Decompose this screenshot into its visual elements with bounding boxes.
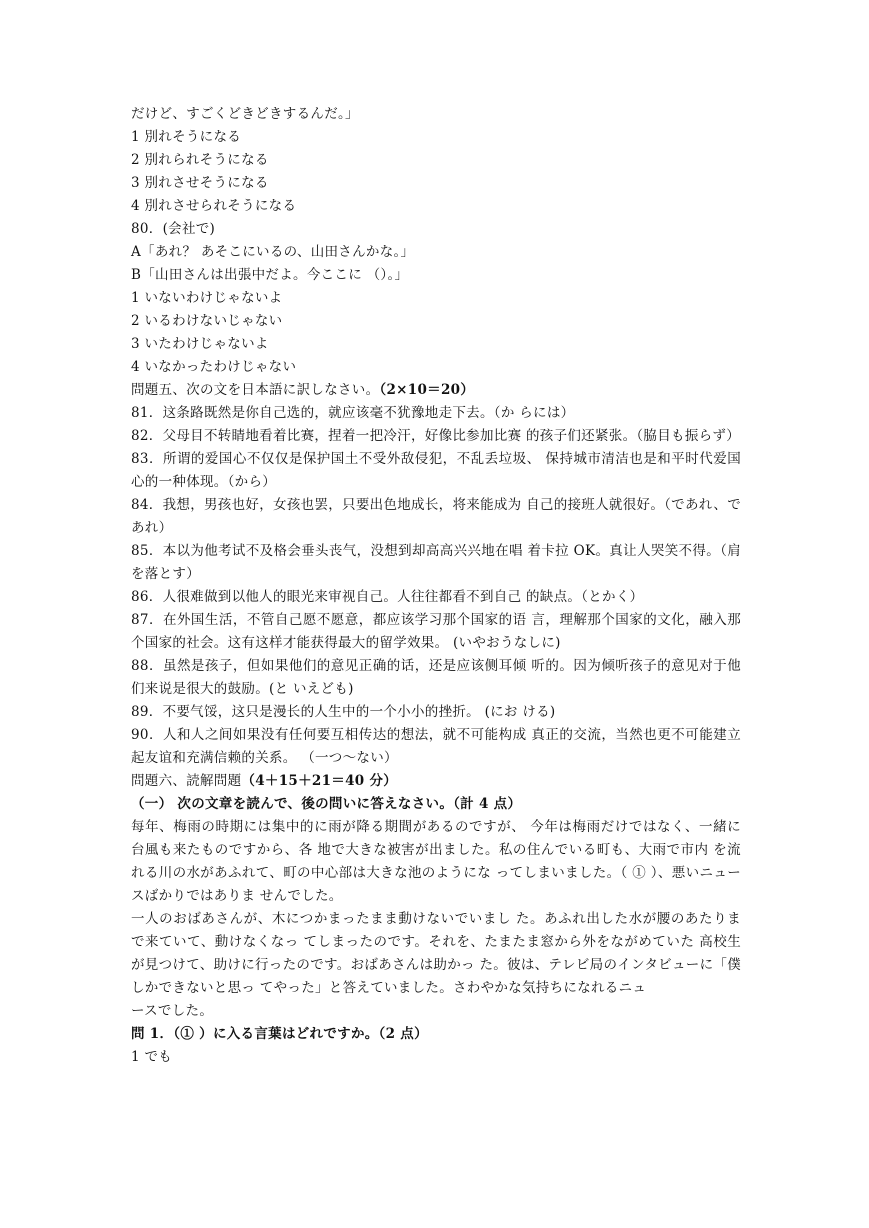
section-5-heading	[131, 379, 741, 402]
document-page	[131, 103, 741, 1069]
question-86: 86．人很难做到以他人的眼光来审视自己。人往往都看不到自己 的缺点。（とかく）	[131, 589, 644, 605]
reading-paragraph-1: 每年、梅雨の時期には集中的に雨が降る期間があるのですが、 今年は梅雨だけではなく、一緒に台風も来たものですから、各 地で大きな被害が出ました。私の住んでいる町も、大雨で市内 を流れる川の水があふれて、町の中心部は大きな池のようにな ってしまいました。（ ① ）、悪いニュースばかりではありま せんでした。	[131, 819, 741, 904]
question-1: 問 1．（① ）に入る言葉はどれですか。（2 点）	[131, 1026, 428, 1042]
reading-instruction: （一） 次の文章を読んで、後の問いに答えなさい。（計 4 点）	[131, 796, 522, 812]
question-81: 81．这条路既然是你自己选的，就应该毫不犹豫地走下去。（か らには）	[131, 405, 575, 421]
question-89: 89．不要气馁，这只是漫长的人生中的一个小小的挫折。 (にお ける)	[131, 704, 556, 720]
question-82: 82．父母目不转睛地看着比赛，捏着一把冷汗，好像比参加比赛 的孩子们还紧张。（脇目も振らず）	[131, 428, 741, 444]
option-4: 4 別れさせられそうになる	[131, 198, 297, 214]
section-6-title: 問題六、読解問題	[131, 773, 242, 789]
section-6-heading	[131, 770, 741, 793]
option-1: 1 でも	[131, 1049, 173, 1065]
dialogue-a: A「あれ？ あそこにいるの、山田さんかな。」	[131, 244, 415, 260]
option-1: 1 いないわけじゃないよ	[131, 290, 283, 306]
question-84: 84．我想，男孩也好，女孩也罢，只要出色地成长，将来能成为 自己的接班人就很好。（であれ、であれ）	[131, 497, 741, 536]
section-5-points: （2×10＝20）	[379, 382, 475, 398]
question-83: 83．所谓的爱国心不仅仅是保护国土不受外敌侵犯，不乱丢垃圾、 保持城市清洁也是和平时代爱国心的一种体现。（から）	[131, 451, 741, 490]
option-3: 3 別れさせそうになる	[131, 175, 269, 191]
option-3: 3 いたわけじゃないよ	[131, 336, 269, 352]
option-4: 4 いなかったわけじゃない	[131, 359, 297, 375]
section-5-title: 問題五、次の文を日本語に訳しなさい。	[131, 382, 380, 398]
option-2: 2 いるわけないじゃない	[131, 313, 283, 329]
text-line: だけど、すごくどきどきするんだ。」	[131, 106, 359, 122]
reading-paragraph-2: 一人のおばあさんが、木につかまったまま動けないでいまし た。あふれ出した水が腰のあたりまで来ていて、動けなくなっ てしまったのです。それを、たまたま窓から外をながめていた 高校生が見つけて、助けに行ったのです。おばあさんは助かっ た。彼は、テレビ局のインタビューに「僕しかできないと思っ てやった」と答えていました。さわやかな気持ちになれるニュ	[131, 911, 741, 996]
question-90: 90．人和人之间如果没有任何要互相传达的想法，就不可能构成 真正的交流，当然也更不可能建立起友谊和充满信赖的关系。 （一つ～ない）	[131, 727, 741, 766]
question-80: 80．(会社で)	[131, 221, 216, 237]
option-1: 1 別れそうになる	[131, 129, 242, 145]
section-6-points: （4＋15＋21＝40 分）	[241, 773, 398, 789]
question-87: 87．在外国生活，不管自己愿不愿意，都应该学习那个国家的语 言，理解那个国家的文化，融入那个国家的社会。这有这样才能获得最大的留学效果。 (いやおうなしに)	[131, 612, 741, 651]
question-85: 85．本以为他考试不及格会垂头丧气，没想到却高高兴兴地在唱 着卡拉 OK。真让人哭笑不得。（肩を落とす）	[131, 543, 741, 582]
dialogue-b: B「山田さんは出張中だよ。今ここに （）。」	[131, 267, 409, 283]
question-88: 88．虽然是孩子，但如果他们的意见正确的话，还是应该侧耳倾 听的。因为倾听孩子的意见对于他们来说是很大的鼓励。(と いえども)	[131, 658, 741, 697]
reading-paragraph-2-end: ースでした。	[131, 1003, 214, 1019]
option-2: 2 別れられそうになる	[131, 152, 269, 168]
